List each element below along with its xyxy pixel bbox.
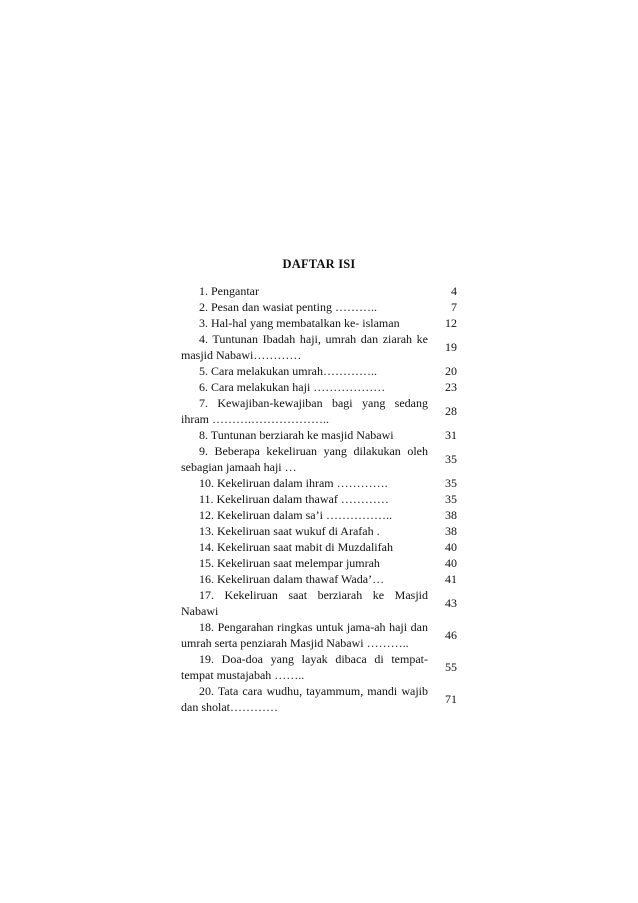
toc-page-number: 35 bbox=[445, 476, 457, 490]
toc-page-number: 43 bbox=[445, 596, 457, 610]
toc-entry-text: 4. Tuntunan Ibadah haji, umrah dan ziarah ke masjid Nabawi………… bbox=[181, 332, 428, 362]
toc-page-number: 35 bbox=[445, 452, 457, 466]
toc-row-6 bbox=[181, 379, 461, 395]
toc-row-16 bbox=[181, 571, 461, 587]
toc-page-number: 31 bbox=[445, 428, 457, 442]
toc-row-10 bbox=[181, 475, 461, 491]
toc-row-14 bbox=[181, 539, 461, 555]
toc-row-19 bbox=[181, 651, 461, 683]
toc-page-number: 35 bbox=[445, 492, 457, 506]
toc-entry-text: 1. Pengantar bbox=[199, 284, 259, 298]
toc-page-number: 40 bbox=[445, 540, 457, 554]
toc-row-8 bbox=[181, 427, 461, 443]
toc-page-number: 4 bbox=[451, 284, 457, 298]
toc-entry-text: 10. Kekeliruan dalam ihram …………. bbox=[199, 476, 388, 490]
toc-row-3 bbox=[181, 315, 461, 331]
toc-page-number: 41 bbox=[445, 572, 457, 586]
toc-row-20 bbox=[181, 683, 461, 715]
toc-entry-text: 9. Beberapa kekeliruan yang dilakukan oleh sebagian jamaah haji … bbox=[181, 444, 428, 474]
toc-entry-text: 19. Doa-doa yang layak dibaca di tempat-tempat mustajabah …….. bbox=[181, 652, 428, 682]
toc-row-4 bbox=[181, 331, 461, 363]
toc-entry-text: 2. Pesan dan wasiat penting ……….. bbox=[199, 300, 377, 314]
toc-page-number: 20 bbox=[445, 364, 457, 378]
toc-entry-text: 3. Hal-hal yang membatalkan ke- islaman bbox=[199, 316, 400, 330]
toc-page-number: 28 bbox=[445, 404, 457, 418]
toc-row-1 bbox=[181, 283, 461, 299]
toc-row-7 bbox=[181, 395, 461, 427]
toc-entry-text: 16. Kekeliruan dalam thawaf Wada’… bbox=[199, 572, 385, 586]
toc-row-5 bbox=[181, 363, 461, 379]
toc-row-11 bbox=[181, 491, 461, 507]
toc-entry-text: 14. Kekeliruan saat mabit di Muzdalifah bbox=[199, 540, 393, 554]
toc-page-number: 12 bbox=[445, 316, 457, 330]
toc-row-18 bbox=[181, 619, 461, 651]
toc-entry-text: 20. Tata cara wudhu, tayammum, mandi wajib dan sholat………… bbox=[181, 684, 428, 714]
page-title: DAFTAR ISI bbox=[282, 257, 356, 271]
toc-entry-text: 7. Kewajiban-kewajiban bagi yang sedang ihram ……….……………….. bbox=[181, 396, 428, 426]
toc-row-15 bbox=[181, 555, 461, 571]
toc-row-2 bbox=[181, 299, 461, 315]
toc-row-17 bbox=[181, 587, 461, 619]
toc-page-number: 71 bbox=[445, 692, 457, 706]
toc-entry-text: 5. Cara melakukan umrah………….. bbox=[199, 364, 377, 378]
toc-row-9 bbox=[181, 443, 461, 475]
table-of-contents bbox=[181, 283, 461, 715]
toc-entry-text: 17. Kekeliruan saat berziarah ke Masjid Nabawi bbox=[181, 588, 428, 618]
toc-entry-text: 12. Kekeliruan dalam sa’i …………….. bbox=[199, 508, 392, 522]
toc-page-number: 55 bbox=[445, 660, 457, 674]
toc-page-number: 38 bbox=[445, 524, 457, 538]
toc-row-12 bbox=[181, 507, 461, 523]
toc-entry-text: 11. Kekeliruan dalam thawaf ………… bbox=[199, 492, 389, 506]
toc-page-number: 38 bbox=[445, 508, 457, 522]
toc-page-number: 7 bbox=[451, 300, 457, 314]
toc-entry-text: 15. Kekeliruan saat melempar jumrah bbox=[199, 556, 380, 570]
toc-entry-text: 8. Tuntunan berziarah ke masjid Nabawi bbox=[199, 428, 394, 442]
toc-entry-text: 13. Kekeliruan saat wukuf di Arafah . bbox=[199, 524, 380, 538]
toc-row-13 bbox=[181, 523, 461, 539]
toc-entry-text: 18. Pengarahan ringkas untuk jama-ah haji dan umrah serta penziarah Masjid Nabawi ……….. bbox=[181, 620, 428, 650]
toc-page-number: 23 bbox=[445, 380, 457, 394]
toc-page-number: 46 bbox=[445, 628, 457, 642]
toc-entry-text: 6. Cara melakukan haji ……………… bbox=[199, 380, 386, 394]
toc-page-number: 40 bbox=[445, 556, 457, 570]
toc-page-number: 19 bbox=[445, 340, 457, 354]
